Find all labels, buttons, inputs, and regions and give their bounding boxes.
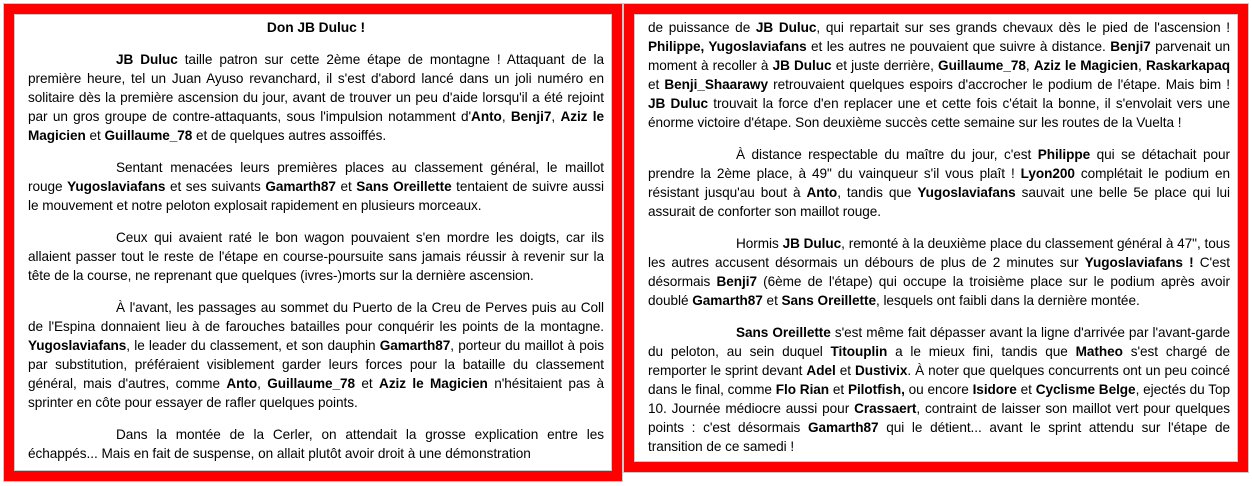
rider-name: JB Duluc	[755, 20, 817, 35]
rider-name: JB Duluc	[116, 52, 178, 67]
paragraph: Ceux qui avaient raté le bon wagon pouvaient s'en mordre les doigts, car ils allaient passer tout le reste de l'étape en course-poursuite sans jamais réussir à revenir sur la tête de la course, ne reprenant que quelques (ivres-)morts sur la dernière ascension.	[28, 230, 604, 283]
rider-name: Aziz le Magicien	[28, 109, 604, 143]
rider-name: Titouplin	[830, 344, 888, 359]
rider-name: Lyon200	[1020, 166, 1075, 181]
rider-name: Sans Oreillette	[356, 179, 452, 194]
rider-name: Guillaume_78	[267, 376, 356, 391]
rider-name: JB Duluc	[772, 58, 832, 73]
paragraph: de puissance de JB Duluc, qui repartait sur ses grands chevaux dès le pied de l'ascension ! Philippe, Yugoslaviafans et les autres ne pouvaient que suivre à distance. Benji7 parvenait un moment à recoller à JB Duluc et juste derrière, Guillaume_78, Aziz le Magicien, Raskarkapaq et Benji_Shaarawy retrouvaient quelques espoirs d'accrocher le podium de l'étape. Mais bim ! JB Duluc trouvait la force d'en replacer une et cette fois c'était la bonne, il s'envolait vers une énorme victoire d'étape. Son deuxième succès cette semaine sur les routes de la Vuelta !	[648, 20, 1231, 130]
rider-name: Yugoslaviafans	[917, 185, 1016, 200]
rider-name: Guillaume_78	[938, 58, 1026, 73]
rider-name: Aziz le Magicien	[379, 376, 488, 391]
rider-name: Yugoslaviafans	[28, 338, 127, 353]
rider-name: Cyclisme Belge	[1035, 382, 1136, 397]
text-frame-left-content	[14, 14, 612, 480]
rider-name: Gamarth87	[807, 420, 879, 435]
paragraph: À distance respectable du maître du jour, c'est Philippe qui se détachait pour prendre la 2ème place, à 49" du vainqueur s'il vous plaît ! Lyon200 complétait le podium en résistant jusqu'au bout à Anto, tandis que Yugoslaviafans sauvait une belle 5e place qui lui assurait de conforter son maillot rouge.	[648, 147, 1230, 219]
rider-name: Guillaume_78	[104, 128, 193, 143]
rider-name: Philippe, Yugoslaviafans	[648, 39, 807, 54]
rider-name: Benji7	[510, 109, 552, 124]
paragraph: JB Duluc taille patron sur cette 2ème étape de montagne ! Attaquant de la première heure, tel un Juan Ayuso revanchard, il s'est d'abord lancé dans un joli numéro en solitaire dès la première ascension du jour, avant de trouver un peu d'aide lorsqu'il a été rejoint par un gros groupe de contre-attaquants, sous l'impulsion notamment d'Anto, Benji7, Aziz le Magicien et Guillaume_78 et de quelques autres assoiffés.	[28, 52, 604, 143]
column-left-paragraphs	[28, 50, 604, 463]
rider-name: Sans Oreillette	[736, 325, 831, 340]
rider-name: Philippe	[1037, 147, 1091, 162]
rider-name: Matheo	[1075, 344, 1123, 359]
rider-name: Gamarth87	[692, 293, 763, 308]
rider-name: Yugoslaviafans	[67, 179, 166, 194]
rider-name: Flo Rian	[775, 382, 830, 397]
rider-name: Benji7	[716, 274, 757, 289]
rider-name: Benji7	[1110, 39, 1151, 54]
rider-name: JB Duluc	[648, 96, 709, 111]
rider-name: Yugoslaviafans !	[1084, 255, 1194, 270]
paragraph: Hormis JB Duluc, remonté à la deuxième place du classement général à 47", tous les autres accusent désormais un débours de plus de 2 minutes sur Yugoslaviafans ! C'est désormais Benji7 (6ème de l'étape) qui occupe la troisième place sur le podium après avoir doublé Gamarth87 et Sans Oreillette, lesquels ont faibli dans la dernière montée.	[648, 236, 1230, 308]
rider-name: Adel	[806, 363, 836, 378]
rider-name: Raskarkapaq	[1145, 58, 1231, 73]
rider-name: Benji_Shaarawy	[664, 77, 768, 92]
rider-name: Crassaert	[854, 401, 917, 416]
rider-name: Anto	[471, 109, 502, 124]
rider-name: Isidore	[972, 382, 1017, 397]
rider-name: JB Duluc	[782, 236, 842, 251]
rider-name: Aziz le Magicien	[1033, 58, 1139, 73]
column-right-paragraphs	[648, 18, 1230, 456]
rider-name: Gamarth87	[265, 179, 336, 194]
rider-name: Pilotfish,	[847, 382, 905, 397]
rider-name: Anto	[226, 376, 258, 391]
text-frame-right	[623, 3, 1249, 473]
rider-name: Gamarth87	[379, 338, 451, 353]
paragraph: À l'avant, les passages au sommet du Puerto de la Creu de Perves puis au Coll de l'Espina donnaient lieu à de farouches batailles pour conquérir les points de la montagne. Yugoslaviafans, le leader du classement, et son dauphin Gamarth87, porteur du maillot à pois par substitution, préféraient visiblement garder leurs forces pour la bataille du classement général, mais d'autres, comme Anto, Guillaume_78 et Aziz le Magicien n'hésitaient pas à sprinter en côte pour essayer de rafler quelques points.	[28, 300, 604, 410]
paragraph: Sans Oreillette s'est même fait dépasser avant la ligne d'arrivée par l'avant-garde du peloton, au sein duquel Titouplin a le mieux fini, tandis que Matheo s'est chargé de remporter le sprint devant Adel et Dustivix. À noter que quelques concurrents ont un peu coincé dans le final, comme Flo Rian et Pilotfish, ou encore Isidore et Cyclisme Belge, ejectés du Top 10. Journée médiocre aussi pour Crassaert, contraint de laisser son maillot vert pour quelques points : c'est désormais Gamarth87 qui le détient... avant le sprint attendu sur l'étape de transition de ce samedi !	[648, 325, 1231, 454]
paragraph: Sentant menacées leurs premières places au classement général, le maillot rouge Yugoslaviafans et ses suivants Gamarth87 et Sans Oreillette tentaient de suivre aussi le mouvement et notre peloton explosait rapidement en plusieurs morceaux.	[28, 160, 605, 213]
rider-name: Anto	[806, 185, 838, 200]
paragraph: Dans la montée de la Cerler, on attendait la grosse explication entre les échappés... Mais en fait de suspense, on allait plutôt avoir droit à une démonstration	[28, 427, 604, 461]
text-frame-left	[3, 3, 623, 482]
rider-name: Dustivix	[854, 363, 908, 378]
rider-name: Sans Oreillette	[781, 293, 876, 308]
article-title: Don JB Duluc !	[266, 20, 366, 35]
text-frame-right-content	[634, 14, 1238, 473]
